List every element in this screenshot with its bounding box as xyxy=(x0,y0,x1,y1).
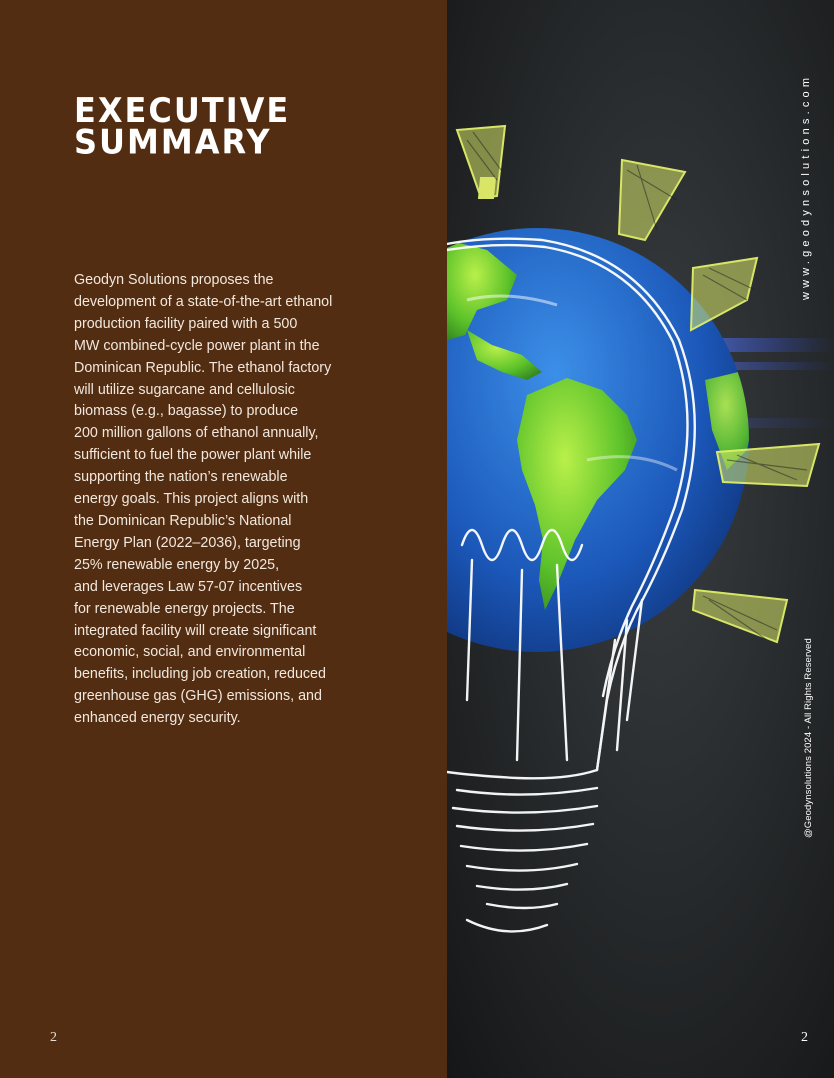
page-number-left: 2 xyxy=(50,1030,57,1045)
summary-line: supporting the nation’s renewable xyxy=(74,469,288,486)
summary-line: will utilize sugarcane and cellulosic xyxy=(74,381,295,398)
summary-line: 25% renewable energy by 2025, xyxy=(74,556,280,573)
lightbulb-globe-illustration xyxy=(447,0,834,1078)
summary-line: benefits, including job creation, reduced xyxy=(74,666,326,683)
summary-line: Energy Plan (2022–2036), targeting xyxy=(74,534,301,551)
summary-line: MW combined-cycle power plant in the xyxy=(74,337,320,354)
summary-line: integrated facility will create significant xyxy=(74,622,317,639)
summary-line: for renewable energy projects. The xyxy=(74,600,295,617)
summary-line: Geodyn Solutions proposes the xyxy=(74,272,274,288)
summary-line: and leverages Law 57-07 incentives xyxy=(74,578,303,595)
summary-line: sufficient to fuel the power plant while xyxy=(74,447,312,464)
executive-summary-text xyxy=(74,270,379,730)
page-number-right: 2 xyxy=(801,1030,808,1045)
summary-line: biomass (e.g., bagasse) to produce xyxy=(74,403,299,420)
summary-line: the Dominican Republic’s National xyxy=(74,512,292,529)
summary-line: 200 million gallons of ethanol annually, xyxy=(74,425,319,442)
summary-line: greenhouse gas (GHG) emissions, and xyxy=(74,688,322,705)
summary-line: development of a state-of-the-art ethanol xyxy=(74,293,333,310)
title-line-1: EXECUTIVE xyxy=(74,90,291,131)
summary-line: economic, social, and environmental xyxy=(74,644,306,661)
lightbulb-globe-graphic xyxy=(447,0,834,1078)
summary-line: Dominican Republic. The ethanol factory xyxy=(74,359,332,376)
summary-line: production facility paired with a 500 xyxy=(74,315,298,332)
page-title xyxy=(74,90,291,162)
website-url[interactable]: www.geodynsolutions.com xyxy=(800,73,812,300)
summary-line: enhanced energy security. xyxy=(74,710,241,727)
title-line-2: SUMMARY xyxy=(74,121,272,162)
summary-line: energy goals. This project aligns with xyxy=(74,491,309,508)
copyright-notice: @Geodynsolutions 2024 - All Rights Reserved xyxy=(803,638,814,838)
